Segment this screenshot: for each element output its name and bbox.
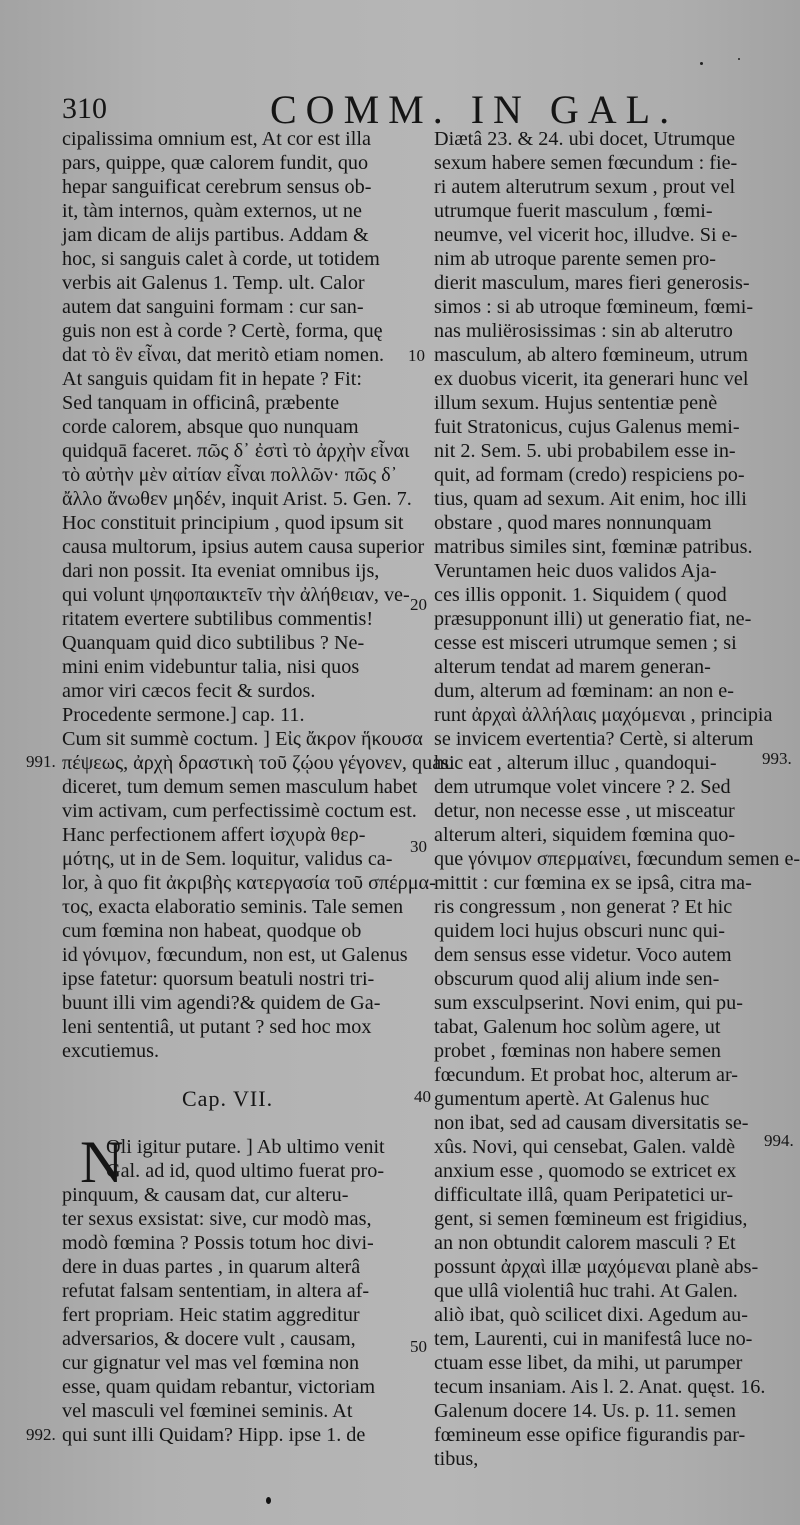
text-line: utrumque fuerit masculum , fœmi- bbox=[434, 200, 713, 222]
text-line: fœmineum esse opifice figurandis par- bbox=[434, 1424, 746, 1446]
text-line: dum, alterum ad fœminam: an non e- bbox=[434, 680, 734, 702]
text-line: sum exsculpserint. Novi enim, qui pu- bbox=[434, 992, 743, 1014]
text-line: dierit masculum, mares fieri generosis- bbox=[434, 272, 750, 294]
chapter-heading: Cap. VII. bbox=[182, 1086, 274, 1111]
text-line: alterum tendat ad marem generan- bbox=[434, 656, 711, 678]
text-line: qui volunt ψηφοπαικτεῖν τὴν ἀλήθειαν, ve- bbox=[62, 584, 410, 606]
text-line: Gal. ad id, quod ultimo fuerat pro- bbox=[106, 1160, 385, 1182]
text-line: simos : si ab utroque fœmineum, fœmi- bbox=[434, 296, 754, 318]
text-line: leni sententiâ, ut putant ? sed hoc mox bbox=[62, 1016, 372, 1038]
text-line: diceret, tum demum semen masculum habet bbox=[62, 776, 418, 798]
text-line: nit 2. Sem. 5. ubi probabilem esse in- bbox=[434, 440, 736, 462]
drop-capital: N bbox=[80, 1129, 124, 1195]
text-line: Cum sit summè coctum. ] Εἰς ἄκρον ἥκουσα bbox=[62, 728, 423, 750]
text-line: Oli igitur putare. ] Ab ultimo venit bbox=[106, 1136, 385, 1158]
paper-speck bbox=[700, 62, 703, 65]
chapter-opening bbox=[62, 1129, 407, 1447]
text-line: ter sexus exsistat: sive, cur modò mas, bbox=[62, 1208, 372, 1230]
margin-note-993: 993. bbox=[762, 749, 792, 768]
text-line: fert propriam. Heic statim aggreditur bbox=[62, 1304, 360, 1326]
text-line: ἄλλο ἄνωθεν μηδέν, inquit Arist. 5. Gen. 7. bbox=[62, 488, 412, 510]
text-line: it, tàm internos, quàm externos, ut ne bbox=[62, 200, 362, 222]
line-number-10: 10 bbox=[408, 346, 425, 365]
text-line: corde calorem, absque quo nunquam bbox=[62, 416, 359, 438]
text-line: excutiemus. bbox=[62, 1040, 159, 1062]
text-line: lor, à quo fit ἀκριβὴς κατεργασία τοῦ σπέρμα- bbox=[62, 872, 436, 894]
margin-note-991: 991. bbox=[26, 752, 56, 771]
line-number-50: 50 bbox=[410, 1337, 427, 1356]
text-line: neumve, vel vicerit hoc, illudve. Si e- bbox=[434, 224, 738, 246]
text-line: cipalissima omnium est, At cor est illa bbox=[62, 128, 371, 150]
page-header bbox=[62, 86, 782, 130]
text-line: cesse est misceri utrumque semen ; si bbox=[434, 632, 737, 654]
text-line: sexum habere semen fœcundum : fie- bbox=[434, 152, 738, 174]
text-line: ipse fatetur: quorsum beatuli nostri tri- bbox=[62, 968, 375, 990]
text-line: adversarios, & docere vult , causam, bbox=[62, 1328, 356, 1350]
text-line: cur gignatur vel mas vel fœmina non bbox=[62, 1352, 360, 1374]
text-line: ris congressum , non generat ? Et hic bbox=[434, 896, 733, 918]
text-line: mittit : cur fœmina ex se ipsâ, citra ma- bbox=[434, 872, 752, 894]
text-line: hepar sanguificat cerebrum sensus ob- bbox=[62, 176, 372, 198]
text-line: obstare , quod mares nonnunquam bbox=[434, 512, 712, 534]
text-line: gumentum apertè. At Galenus huc bbox=[434, 1088, 710, 1110]
text-line: Hoc constituit principium , quod ipsum sit bbox=[62, 512, 404, 534]
text-line: pinquum, & causam dat, cur alteru- bbox=[62, 1184, 349, 1206]
text-line: quit, ad formam (credo) respiciens po- bbox=[434, 464, 745, 486]
text-line: mini enim videbuntur talia, nisi quos bbox=[62, 656, 360, 678]
text-line: dem sensus esse videtur. Voco autem bbox=[434, 944, 732, 966]
text-line: difficultate illâ, quam Peripatetici ur- bbox=[434, 1184, 734, 1206]
text-line: tabat, Galenum hoc solùm agere, ut bbox=[434, 1016, 721, 1038]
text-line: que γόνιμον σπερμαίνει, fœcundum semen e- bbox=[434, 848, 800, 870]
text-line: causa multorum, ipsius autem causa superior bbox=[62, 536, 425, 558]
text-line: Hanc perfectionem affert ἰσχυρὰ θερ- bbox=[62, 824, 366, 846]
text-line: matribus similes sint, fœminæ patribus. bbox=[434, 536, 753, 558]
text-line: quidquā faceret. πῶς δ᾽ ἐστὶ τὸ ἀρχὴν εἶναι bbox=[62, 440, 410, 462]
text-line: πέψεως, ἀρχὴ δραστικὴ τοῦ ζῴου γέγονεν, quasi bbox=[62, 752, 455, 774]
text-line: huc eat , alterum illuc , quandoqui- bbox=[434, 752, 717, 774]
text-line: esse, quam quidam rebantur, victoriam bbox=[62, 1376, 376, 1398]
text-line: id γόνιμον, fœcundum, non est, ut Galenus bbox=[62, 944, 408, 966]
text-line: dere in duas partes , in quarum alterâ bbox=[62, 1256, 361, 1278]
text-line: nas muliërosissimas : sin ab alterutro bbox=[434, 320, 733, 342]
text-line: hoc, si sanguis calet à corde, ut totidem bbox=[62, 248, 380, 270]
text-line: Diætâ 23. & 24. ubi docet, Utrumque bbox=[434, 128, 736, 150]
text-line: At sanguis quidam fit in hepate ? Fit: bbox=[62, 368, 362, 390]
text-line: fuit Stratonicus, cujus Galenus memi- bbox=[434, 416, 740, 438]
text-line: detur, non necesse esse , ut misceatur bbox=[434, 800, 735, 822]
text-line: quidem loci hujus obscuri nunc qui- bbox=[434, 920, 725, 942]
text-line: Quanquam quid dico subtilibus ? Ne- bbox=[62, 632, 365, 654]
text-line: non ibat, sed ad causam diversitatis se- bbox=[434, 1112, 749, 1134]
text-line: que ullâ violentiâ huc trahi. At Galen. bbox=[434, 1280, 738, 1302]
margin-note-994: 994. bbox=[764, 1131, 794, 1150]
text-line: vel masculi vel fœminei seminis. At bbox=[62, 1400, 353, 1422]
text-line: amor viri cæcos fecit & surdos. bbox=[62, 680, 316, 702]
text-line: fœcundum. Et probat hoc, alterum ar- bbox=[434, 1064, 738, 1086]
text-line: verbis ait Galenus 1. Temp. ult. Calor bbox=[62, 272, 365, 294]
margin-note-992: 992. bbox=[26, 1425, 56, 1444]
line-number-40: 40 bbox=[414, 1087, 431, 1106]
text-line: dem utrumque volet vincere ? 2. Sed bbox=[434, 776, 731, 798]
text-line: ritatem evertere subtilibus commentis! bbox=[62, 608, 374, 630]
text-line: xûs. Novi, qui censebat, Galen. valdè bbox=[434, 1136, 736, 1158]
running-title: COMM. IN GAL. bbox=[270, 87, 679, 132]
text-line: vim activam, cum perfectissimè coctum est. bbox=[62, 800, 417, 822]
text-line: dari non possit. Ita eveniat omnibus ijs, bbox=[62, 560, 380, 582]
paper-speck bbox=[738, 58, 740, 60]
text-line: Galenum docere 14. Us. p. 11. semen bbox=[434, 1400, 736, 1422]
text-line: anxium esse , quomodo se extricet ex bbox=[434, 1160, 737, 1182]
text-line: runt ἀρχαὶ ἀλλήλαις μαχόμεναι , principia bbox=[434, 704, 773, 726]
text-line: tem, Laurenti, cui in manifestâ luce no- bbox=[434, 1328, 753, 1350]
text-line: buunt illi vim agendi?& quidem de Ga- bbox=[62, 992, 381, 1014]
text-line: obscurum quod alij alium inde sen- bbox=[434, 968, 720, 990]
text-line: tecum insaniam. Ais l. 2. Anat. quęst. 16. bbox=[434, 1376, 766, 1398]
line-number-20: 20 bbox=[410, 595, 427, 614]
text-line: præsupponunt illi) ut generatio fiat, ne- bbox=[434, 608, 752, 630]
text-line: τος, exacta elaboratio seminis. Tale semen bbox=[62, 896, 404, 918]
text-line: dat τὸ ἓν εἶναι, dat meritò etiam nomen. bbox=[62, 344, 385, 366]
text-line: gent, si semen fœmineum est frigidius, bbox=[434, 1208, 748, 1230]
text-line: possunt ἀρχαὶ illæ μαχόμεναι planè abs- bbox=[434, 1256, 759, 1278]
text-line: pars, quippe, quæ calorem fundit, quo bbox=[62, 152, 369, 174]
text-line: Sed tanquam in officinâ, præbente bbox=[62, 392, 340, 414]
text-line: ces illis opponit. 1. Siquidem ( quod bbox=[434, 584, 727, 606]
text-line: modò fœmina ? Possis totum hoc divi- bbox=[62, 1232, 374, 1254]
folio-number: 310 bbox=[62, 92, 107, 125]
text-line: qui sunt illi Quidam? Hipp. ipse 1. de bbox=[62, 1424, 366, 1446]
text-line: tibus, bbox=[434, 1448, 479, 1470]
text-line: ri autem alterutrum sexum , prout vel bbox=[434, 176, 736, 198]
text-line: illum sexum. Hujus sententiæ penè bbox=[434, 392, 718, 414]
text-line: refutat falsam sententiam, in altera af- bbox=[62, 1280, 370, 1302]
text-line: se invicem evertentia? Certè, si alterum bbox=[434, 728, 754, 750]
ink-dot bbox=[266, 1497, 271, 1504]
text-line: jam dicam de alijs partibus. Addam & bbox=[62, 224, 369, 246]
line-number-30: 30 bbox=[410, 837, 427, 856]
text-line: ctuam esse libet, da mihi, ut parumper bbox=[434, 1352, 743, 1374]
text-line: μότης, ut in de Sem. loquitur, validus ca- bbox=[62, 848, 393, 870]
text-line: guis non est à corde ? Certè, forma, quę bbox=[62, 320, 383, 342]
text-line: ex duobus vicerit, ita generari hunc vel bbox=[434, 368, 749, 390]
text-line: masculum, ab altero fœmineum, utrum bbox=[434, 344, 748, 366]
text-line: tius, quam ad sexum. Ait enim, hoc illi bbox=[434, 488, 747, 510]
text-line: nim ab utroque parente semen pro- bbox=[434, 248, 716, 270]
text-line: an non obtundit calorem masculi ? Et bbox=[434, 1232, 736, 1254]
text-line: cum fœmina non habeat, quodque ob bbox=[62, 920, 362, 942]
text-line: aliò ibat, quò scilicet dixi. Agedum au- bbox=[434, 1304, 748, 1326]
text-line: τὸ αὐτὴν μὲν αἰτίαν εἶναι πολλῶν· πῶς δ᾽ bbox=[62, 464, 398, 486]
text-line: Procedente sermone.] cap. 11. bbox=[62, 704, 305, 726]
text-line: autem dat sanguini formam : cur san- bbox=[62, 296, 364, 318]
text-line: Veruntamen heic duos validos Aja- bbox=[434, 560, 717, 582]
text-line: probet , fœminas non habere semen bbox=[434, 1040, 722, 1062]
text-line: alterum alteri, siquidem fœmina quo- bbox=[434, 824, 736, 846]
